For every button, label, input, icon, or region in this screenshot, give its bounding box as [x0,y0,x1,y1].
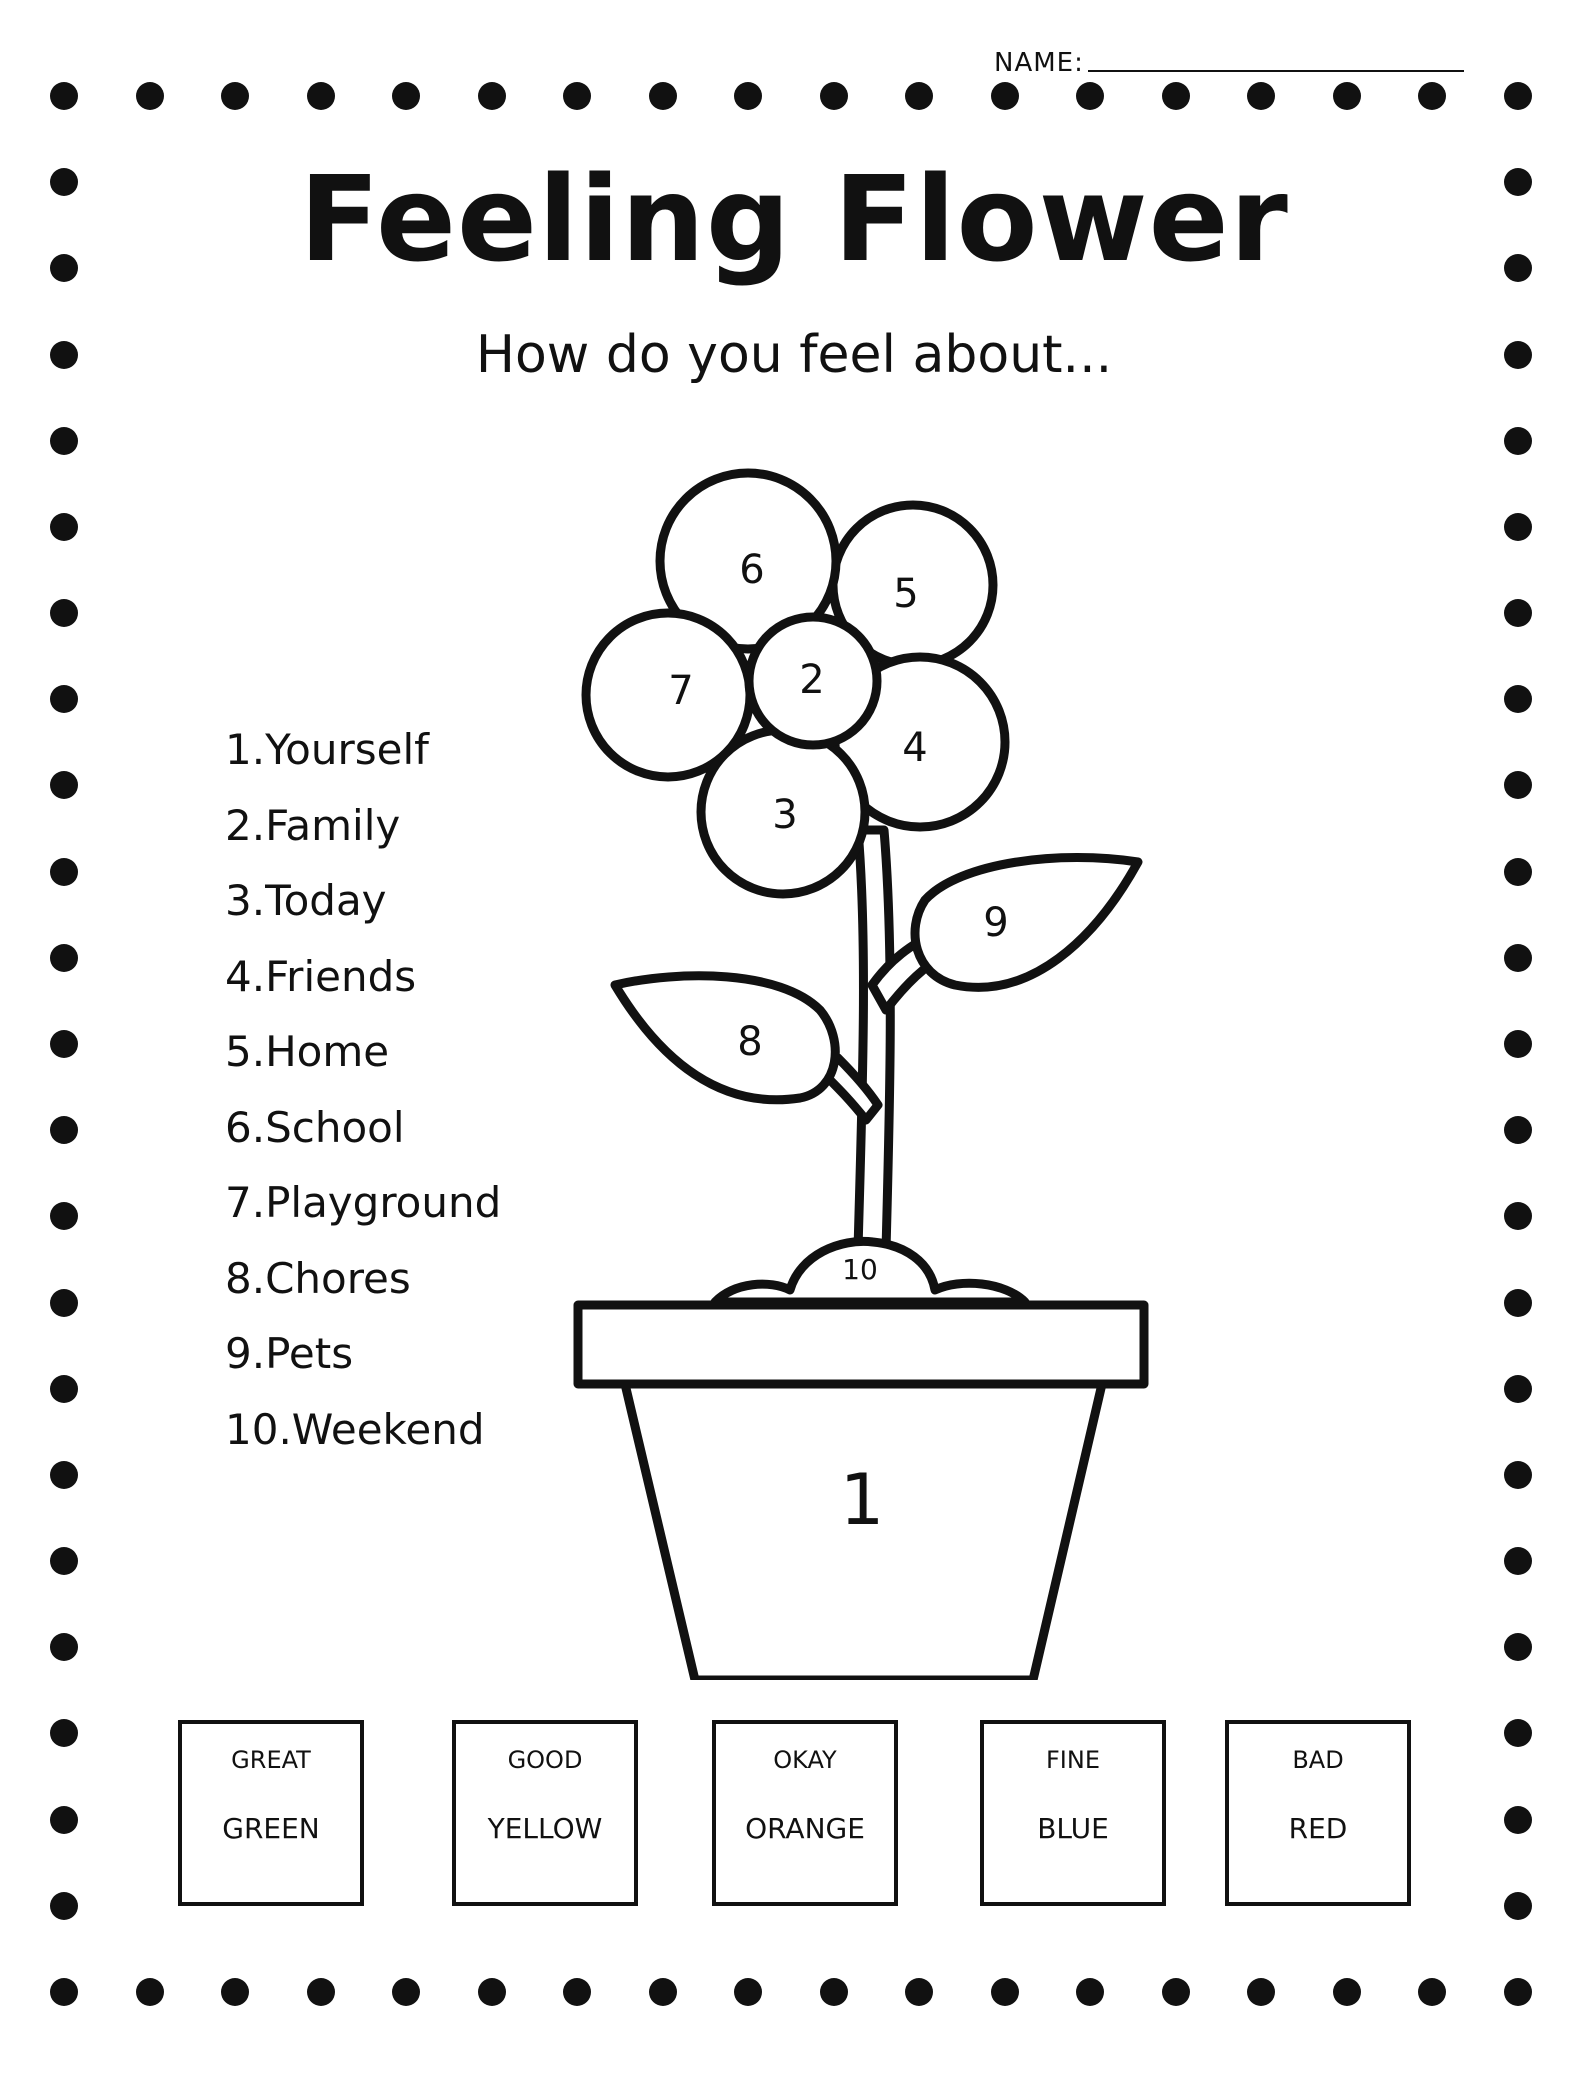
border-dot [991,1978,1019,2006]
border-dot [50,771,78,799]
border-dot [1504,1289,1532,1317]
number-label: 8 [737,1019,763,1065]
border-dot [50,1719,78,1747]
number-label: 10 [842,1253,878,1286]
border-dot [820,1978,848,2006]
border-dot [563,82,591,110]
color-label: GREEN [222,1812,320,1845]
feeling-label: FINE [1046,1746,1100,1774]
border-dot [1076,82,1104,110]
number-label: 1 [839,1459,885,1542]
border-dot [1504,1633,1532,1661]
border-dot [1504,427,1532,455]
border-dot [1162,82,1190,110]
border-dot [50,1978,78,2006]
topic-item: 3.Today [225,876,387,925]
border-dot [820,82,848,110]
border-dot [1504,771,1532,799]
border-dot [649,82,677,110]
border-dot [50,427,78,455]
number-label: 7 [668,668,694,714]
border-dot [50,1289,78,1317]
border-dot [1504,599,1532,627]
border-dot [1333,1978,1361,2006]
border-dot [1247,1978,1275,2006]
border-dot [50,944,78,972]
border-dot [1504,513,1532,541]
border-dot [991,82,1019,110]
name-label: NAME: [994,48,1084,78]
border-dot [136,82,164,110]
topic-item: 6.School [225,1102,405,1152]
border-dot [221,82,249,110]
border-dot [50,858,78,886]
border-dot [50,599,78,627]
border-dot [734,1978,762,2006]
topic-item: 10.Weekend [225,1404,485,1454]
border-dot [221,1978,249,2006]
border-dot [136,1978,164,2006]
border-dot [1504,685,1532,713]
border-dot [50,1202,78,1230]
number-label: 2 [799,657,825,703]
border-dot [1162,1978,1190,2006]
border-dot [392,82,420,110]
topic-item: 8.Chores [225,1253,411,1303]
border-dot [1504,1030,1532,1058]
topic-list [225,712,501,1467]
border-dot [50,1116,78,1144]
border-dot [1504,1719,1532,1747]
border-dot [50,513,78,541]
border-dot [563,1978,591,2006]
border-dot [307,82,335,110]
border-dot [478,82,506,110]
border-dot [50,1892,78,1920]
border-dot [1504,1116,1532,1144]
border-dot [50,1461,78,1489]
topic-item: 1.Yourself [225,725,429,774]
topic-item: 5.Home [225,1027,390,1076]
border-dot [1504,1978,1532,2006]
color-label: YELLOW [487,1812,603,1845]
border-dot [50,1375,78,1403]
border-dot [1504,1461,1532,1489]
number-label: 3 [772,792,798,838]
number-label: 5 [893,571,919,617]
border-dot [905,1978,933,2006]
color-label: BLUE [1037,1812,1109,1845]
border-dot [734,82,762,110]
border-dot [1247,82,1275,110]
border-dot [1504,858,1532,886]
border-dot [50,1030,78,1058]
feeling-label: GREAT [231,1746,311,1774]
border-dot [307,1978,335,2006]
border-dot [1504,1202,1532,1230]
border-dot [1504,1375,1532,1403]
border-dot [1504,1547,1532,1575]
border-dot [1504,944,1532,972]
border-dot [50,685,78,713]
leaf-8[interactable] [615,976,835,1100]
number-label: 9 [983,900,1009,946]
border-dot [1504,1806,1532,1834]
border-dot [1504,82,1532,110]
pot-rim[interactable] [578,1305,1144,1384]
border-dot [50,1633,78,1661]
border-dot [1333,82,1361,110]
border-dot [649,1978,677,2006]
topic-item: 7.Playground [225,1178,502,1227]
topic-item: 4.Friends [225,951,417,1001]
border-dot [1418,82,1446,110]
page-subtitle: How do you feel about... [475,325,1113,385]
border-dot [392,1978,420,2006]
color-label: ORANGE [745,1812,865,1845]
number-label: 4 [902,725,928,771]
topic-item: 2.Family [225,800,401,850]
feeling-label: OKAY [773,1746,837,1774]
border-dot [1418,1978,1446,2006]
color-label: RED [1288,1812,1348,1845]
border-dot [1076,1978,1104,2006]
border-dot [50,82,78,110]
border-dot [905,82,933,110]
feeling-label: GOOD [507,1746,583,1774]
stem[interactable] [858,830,890,1250]
leaf-9[interactable] [915,858,1138,988]
border-dot [1504,1892,1532,1920]
name-field[interactable] [994,38,1464,78]
name-line[interactable] [1088,70,1464,72]
number-label: 6 [739,547,765,593]
border-dot [50,1547,78,1575]
flower-illustration [560,460,1160,1680]
topic-item: 9.Pets [225,1329,354,1378]
feeling-label: BAD [1292,1746,1344,1774]
page-title: Feeling Flower [299,150,1289,288]
border-dot [50,1806,78,1834]
border-dot [478,1978,506,2006]
